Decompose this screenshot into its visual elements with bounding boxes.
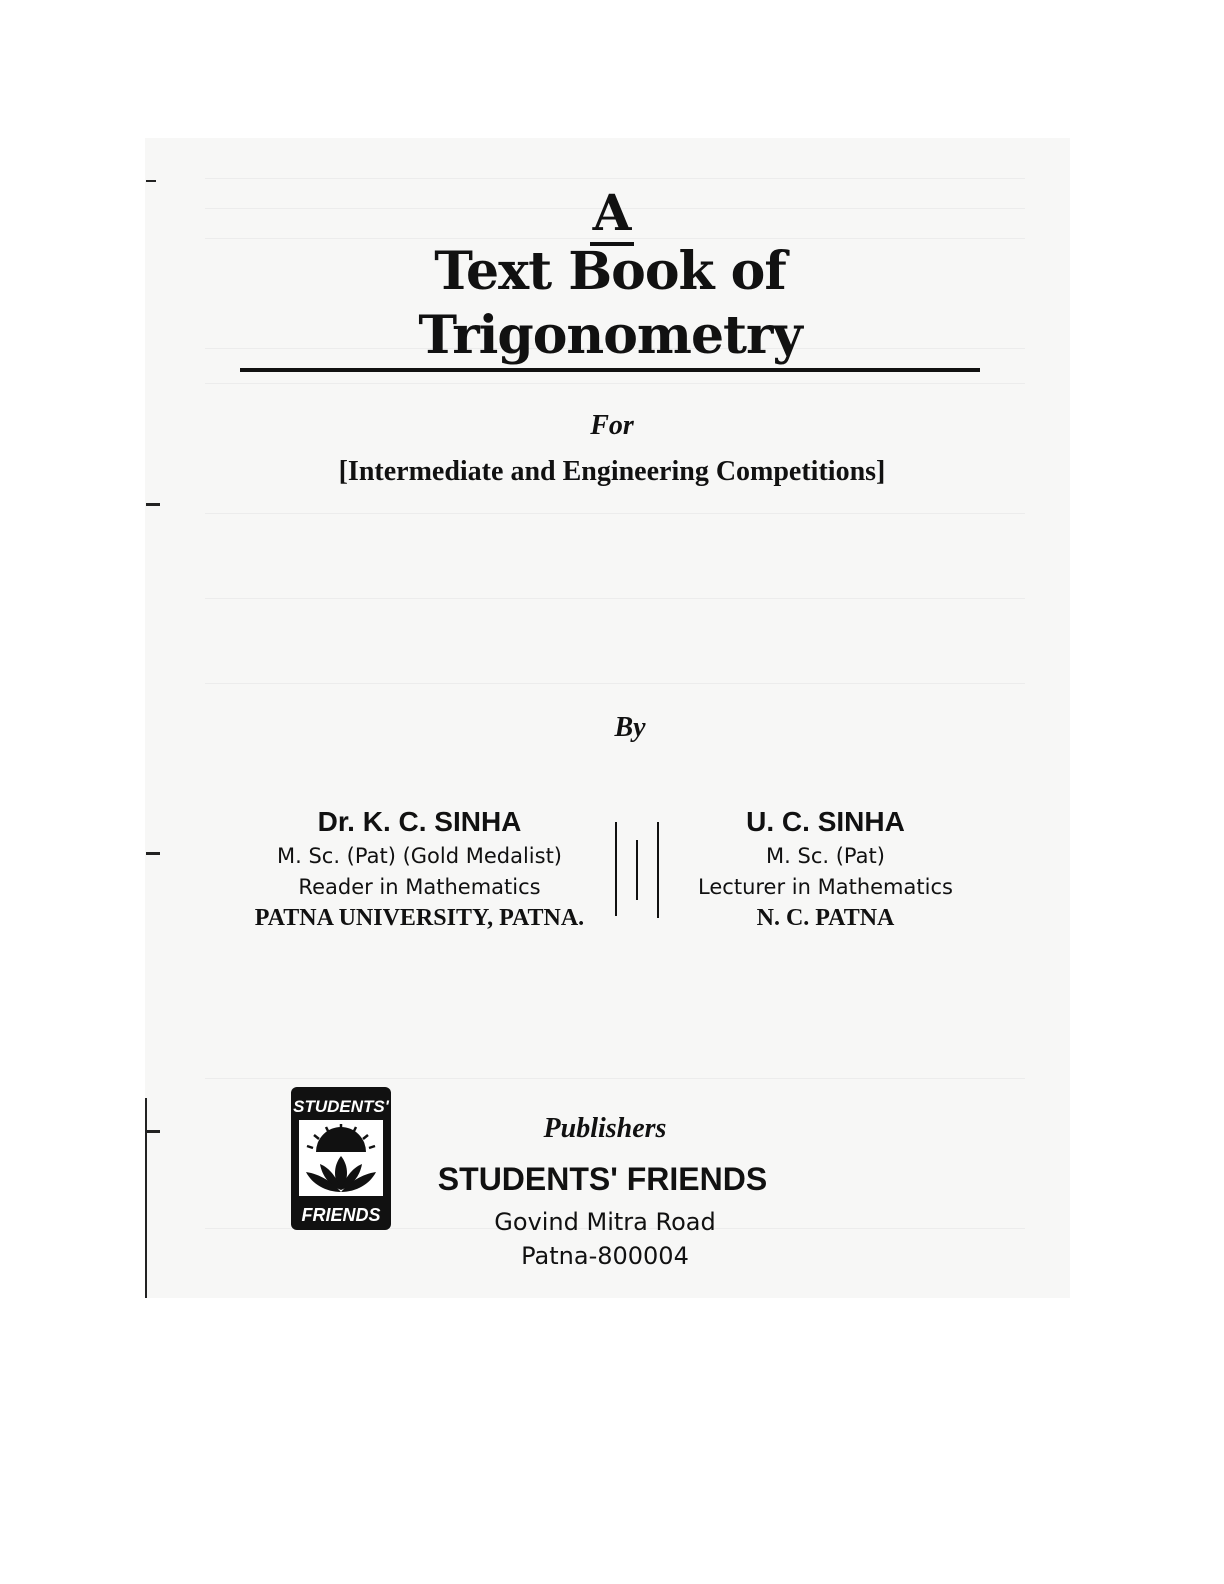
divider-line — [657, 822, 659, 918]
author-position: Lecturer in Mathematics — [698, 875, 953, 899]
author-block-2 — [668, 803, 983, 934]
edge-tick — [146, 1130, 160, 1133]
edge-tick — [146, 852, 160, 855]
book-title: Text Book of Trigonometry — [240, 240, 980, 372]
for-label: For — [590, 410, 634, 441]
by-label: By — [614, 712, 646, 743]
author-qualification: M. Sc. (Pat) — [766, 844, 885, 868]
publisher-name: STUDENTS' FRIENDS — [437, 1161, 768, 1197]
title-article: A — [0, 185, 1224, 241]
author-name: Dr. K. C. SINHA — [317, 806, 522, 837]
logo-bottom-text: FRIENDS — [301, 1205, 381, 1225]
edge-tick — [146, 180, 156, 182]
bleed-through-line — [205, 683, 1025, 684]
author-block-1 — [232, 803, 607, 934]
author-institution: PATNA UNIVERSITY, PATNA. — [254, 905, 585, 931]
author-institution: N. C. PATNA — [756, 905, 895, 931]
bleed-through-line — [205, 178, 1025, 179]
author-name: U. C. SINHA — [746, 806, 905, 837]
publishers-label: Publishers — [543, 1113, 667, 1144]
edge-tick — [146, 503, 160, 506]
logo-top-text: STUDENTS' — [293, 1097, 389, 1116]
author-position: Reader in Mathematics — [298, 875, 541, 899]
book-subtitle: [Intermediate and Engineering Competitions] — [338, 456, 886, 487]
author-qualification: M. Sc. (Pat) (Gold Medalist) — [276, 844, 562, 868]
bleed-through-line — [205, 383, 1025, 384]
page-edge-line — [145, 1098, 147, 1298]
bleed-through-line — [205, 513, 1025, 514]
bleed-through-line — [205, 598, 1025, 599]
publisher-address-line2: Patna-800004 — [521, 1242, 689, 1270]
divider-line — [636, 840, 638, 900]
divider-line — [615, 822, 617, 916]
publisher-address-line1: Govind Mitra Road — [494, 1208, 716, 1236]
publisher-logo — [290, 1086, 392, 1231]
bleed-through-line — [205, 1078, 1025, 1079]
